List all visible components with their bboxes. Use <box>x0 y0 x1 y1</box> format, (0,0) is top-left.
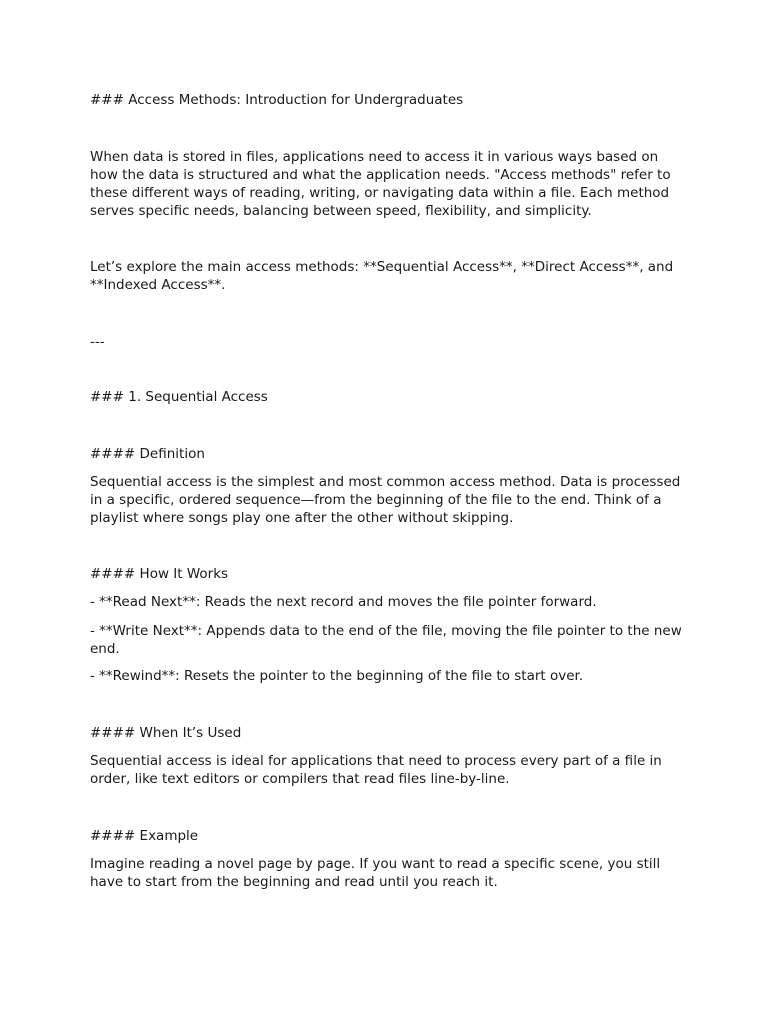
document-title: ### Access Methods: Introduction for Undergraduates <box>90 92 464 108</box>
when-used-text: Sequential access is ideal for applications that need to process every part of a file in order, like text editors or compilers that read files line-by-line. <box>90 753 667 787</box>
how-it-works-heading: #### How It Works <box>90 566 229 582</box>
section-heading-sequential: ### 1. Sequential Access <box>90 389 268 405</box>
example-heading: #### Example <box>90 828 199 844</box>
definition-heading: #### Definition <box>90 446 205 462</box>
intro-paragraph: When data is stored in files, applications need to access it in various ways based on how the data is structured and what the application needs. "Access methods" refer to these different ways of reading, writing, or navigating data within a file. Each method serves specific needs, balancing between speed, flexibility, and simplicity. <box>90 149 675 219</box>
definition-text: Sequential access is the simplest and most common access method. Data is processed in a specific, ordered sequence—from the beginning of the file to the end. Think of a playlist where songs play one after the other without skipping. <box>90 474 685 526</box>
section-divider: --- <box>90 334 105 350</box>
list-item-rewind: - **Rewind**: Resets the pointer to the beginning of the file to start over. <box>90 668 584 684</box>
list-item-write-next: - **Write Next**: Appends data to the end of the file, moving the file pointer to the new end. <box>90 623 687 657</box>
list-item-read-next: - **Read Next**: Reads the next record and moves the file pointer forward. <box>90 594 597 610</box>
example-text: Imagine reading a novel page by page. If you want to read a specific scene, you still have to start from the beginning and read until you reach it. <box>90 856 665 890</box>
explore-paragraph: Let’s explore the main access methods: **Sequential Access**, **Direct Access**, and **Indexed Access**. <box>90 259 678 293</box>
when-used-heading: #### When It’s Used <box>90 725 242 741</box>
